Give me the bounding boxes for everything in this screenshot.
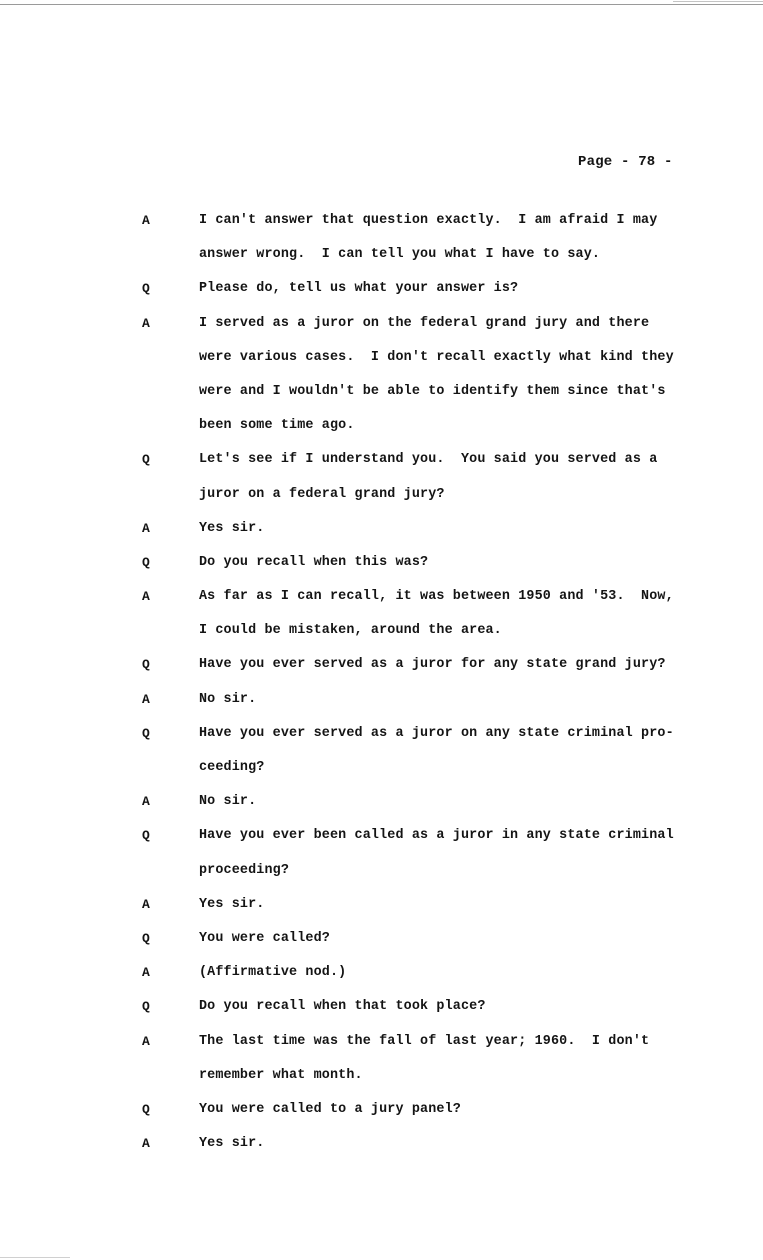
transcript-line: remember what month. <box>199 1067 363 1083</box>
transcript-line: I could be mistaken, around the area. <box>199 623 502 639</box>
speaker-label: A <box>142 589 150 605</box>
page-number: Page - 78 - <box>578 154 673 170</box>
transcript-entry <box>0 888 763 922</box>
speaker-label: A <box>142 520 150 536</box>
speaker-label: Q <box>142 554 150 570</box>
speaker-label: Q <box>142 452 150 468</box>
transcript-entry <box>0 204 763 272</box>
transcript-entry <box>0 1127 763 1161</box>
transcript-line: No sir. <box>199 691 257 707</box>
transcript-line: were and I wouldn't be able to identify them since that's <box>199 383 666 399</box>
scan-top-edge <box>0 4 763 5</box>
transcript-entry <box>0 272 763 306</box>
speaker-label: A <box>142 896 150 912</box>
transcript-line: been some time ago. <box>199 418 355 434</box>
transcript-line: were various cases. I don't recall exactly what kind they <box>199 349 674 365</box>
transcript-line: As far as I can recall, it was between 1950 and '53. Now, <box>199 589 674 605</box>
transcript-line: (Affirmative nod.) <box>199 965 347 981</box>
transcript-body <box>0 204 763 1161</box>
speaker-label: A <box>142 794 150 810</box>
transcript-line: I served as a juror on the federal grand jury and there <box>199 315 650 331</box>
speaker-label: A <box>142 315 150 331</box>
transcript-line: You were called to a jury panel? <box>199 1101 461 1117</box>
transcript-line: Please do, tell us what your answer is? <box>199 281 519 297</box>
speaker-label: Q <box>142 725 150 741</box>
transcript-entry <box>0 443 763 511</box>
transcript-entry <box>0 819 763 887</box>
transcript-line: ceeding? <box>199 760 265 775</box>
speaker-label: A <box>142 213 150 228</box>
transcript-entry <box>0 512 763 546</box>
speaker-label: Q <box>142 281 150 297</box>
speaker-label: A <box>142 691 150 707</box>
scan-top-edge-right <box>673 1 763 2</box>
transcript-entry <box>0 307 763 444</box>
transcript-line: Do you recall when that took place? <box>199 999 486 1015</box>
speaker-label: Q <box>142 828 150 844</box>
transcript-line: Yes sir. <box>199 520 265 536</box>
transcript-line: Have you ever served as a juror for any state grand jury? <box>199 657 666 673</box>
speaker-label: Q <box>142 999 150 1015</box>
transcript-line: Have you ever served as a juror on any state criminal pro- <box>199 725 674 741</box>
speaker-label: A <box>142 1033 150 1049</box>
transcript-line: Yes sir. <box>199 896 265 912</box>
transcript-entry <box>0 1025 763 1093</box>
speaker-label: A <box>142 965 150 981</box>
speaker-label: A <box>142 1136 150 1152</box>
speaker-label: Q <box>142 930 150 946</box>
transcript-entry <box>0 717 763 785</box>
speaker-label: Q <box>142 1101 150 1117</box>
speaker-label: Q <box>142 657 150 673</box>
transcript-line: answer wrong. I can tell you what I have to say. <box>199 247 601 263</box>
transcript-line: The last time was the fall of last year; 1960. I don't <box>199 1033 650 1049</box>
transcript-entry <box>0 1093 763 1127</box>
transcript-entry <box>0 956 763 990</box>
transcript-entry <box>0 546 763 580</box>
transcript-entry <box>0 922 763 956</box>
transcript-entry <box>0 785 763 819</box>
transcript-entry <box>0 648 763 682</box>
transcript-line: I can't answer that question exactly. I am afraid I may <box>199 213 658 228</box>
transcript-line: Let's see if I understand you. You said you served as a <box>199 452 658 468</box>
transcript-line: No sir. <box>199 794 257 810</box>
transcript-entry <box>0 683 763 717</box>
transcript-line: Have you ever been called as a juror in any state criminal <box>199 828 674 844</box>
transcript-line: proceeding? <box>199 862 290 878</box>
transcript-line: Do you recall when this was? <box>199 554 429 570</box>
transcript-entry <box>0 990 763 1024</box>
transcript-entry <box>0 580 763 648</box>
transcript-line: Yes sir. <box>199 1136 265 1152</box>
transcript-line: juror on a federal grand jury? <box>199 486 445 502</box>
transcript-line: You were called? <box>199 930 330 946</box>
scan-bottom-edge <box>0 1257 70 1258</box>
